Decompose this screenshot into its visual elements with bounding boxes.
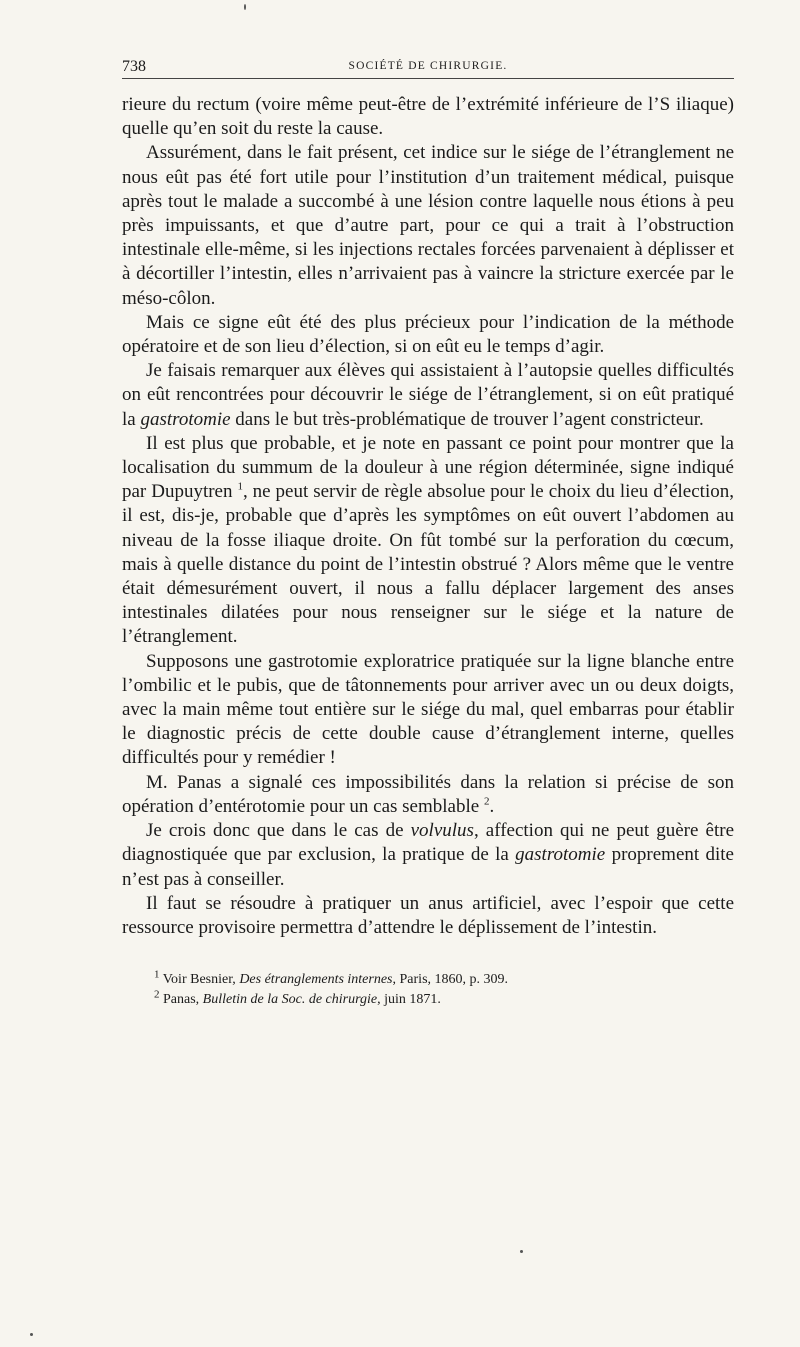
paragraph <box>122 650 734 771</box>
text-run: Assurément, dans le fait présent, cet indice sur le siége de l’étranglement ne nous eût pas été fort utile pour l’institution d’un traitement médical, puisque après tout le malade a succombé à une lésion contre laquelle nous étions à peu près impuissants, et que d’autre part, pour ce qui a trait à l’obstruction intestinale elle-même, si les injections rectales forcées parvenaient à déplisser et à décortiller l’intestin, elles n’arrivaient pas à vaincre la stricture exercée par le méso-côlon. <box>122 142 734 309</box>
text-run: Supposons une gastrotomie exploratrice pratiquée sur la ligne blanche entre l’ombilic et le pubis, que de tâtonnements pour arriver avec un ou deux doigts, avec la main même tout entière sur le siége du mal, quel embarras pour établir le diagnostic précis de cette double cause d’étranglement interne, quelles difficultés pour y remédier ! <box>122 650 734 769</box>
footnotes <box>122 970 734 1010</box>
text-run: Panas, <box>159 992 203 1008</box>
paragraph <box>122 311 734 359</box>
text-run: , Paris, 1860, p. 309. <box>392 972 509 988</box>
text-run: Il est plus que probable, et je note en passant ce point pour montrer que la localisation du summum de la douleur à une région déterminée, signe indiqué par Dupuytren <box>122 432 734 503</box>
paragraph <box>122 432 734 650</box>
text-run: , juin 1871. <box>377 992 441 1008</box>
book-page <box>122 48 734 1010</box>
text-run: Je faisais remarquer aux élèves qui assistaient à l’autopsie quelles difficultés on eût rencontrées pour découvrir le siége de l’étranglement, si on eût pratiqué la <box>122 360 734 430</box>
text-run: dans le but très-problématique de trouver l’agent constricteur. <box>230 408 704 430</box>
footnote <box>154 970 734 990</box>
text-run: , ne peut servir de règle absolue pour le choix du lieu d’élection, il est, dis-je, probable que d’après les symptômes on eût ouvert l’abdomen au niveau de la fosse iliaque droite. On fût tombé sur la perforation du cœcum, mais à quelle distance du point de l’intestin obstrué ? Alors même que le ventre était démesurément ouvert, il nous a fallu déplacer largement des anses intestinales dilatées pour nous renseigner sur le siége et la nature de l’étranglement. <box>122 481 734 648</box>
text-run: Je crois donc que dans le cas de <box>146 820 411 842</box>
text-run: Il faut se résoudre à pratiquer un anus artificiel, avec l’espoir que cette ressource provisoire permettra d’attendre le déplissement de l’intestin. <box>122 892 734 938</box>
text-run: Mais ce signe eût été des plus précieux pour l’indication de la méthode opératoire et de son lieu d’élection, si on eût eu le temps d’agir. <box>122 311 734 358</box>
running-head: SOCIÉTÉ DE CHIRURGIE. <box>348 60 508 72</box>
italic-text: gastrotomie <box>140 408 231 430</box>
footnote-marker: 2 <box>483 795 490 808</box>
paragraph <box>122 93 734 141</box>
footnote-marker: 2 <box>154 988 160 1001</box>
print-speck <box>30 1333 33 1336</box>
italic-text: Bulletin de la Soc. de chirurgie <box>202 992 378 1008</box>
paragraph <box>122 771 734 819</box>
paragraph <box>122 819 734 892</box>
page-header <box>122 48 734 79</box>
footnote-marker: 1 <box>237 480 243 493</box>
text-run: Voir Besnier, <box>159 972 240 988</box>
paragraph <box>122 141 734 310</box>
body-text <box>122 93 734 940</box>
footnote-marker: 1 <box>154 968 160 981</box>
italic-text: Des étranglements internes <box>239 972 393 988</box>
text-run: M. Panas a signalé ces impossibilités dans la relation si précise de son opération d’entérotomie pour un cas semblable <box>122 771 734 817</box>
print-speck <box>520 1250 523 1253</box>
text-run: proprement dite n’est pas à conseiller. <box>122 844 734 890</box>
print-speck <box>244 4 246 10</box>
page-number: 738 <box>122 58 146 75</box>
text-run: rieure du rectum (voire même peut-être de l’extrémité inférieure de l’S iliaque) quelle qu’en soit du reste la cause. <box>122 94 734 140</box>
italic-text: volvulus <box>410 820 474 842</box>
paragraph <box>122 892 734 940</box>
footnote <box>154 990 734 1010</box>
italic-text: gastrotomie <box>515 844 606 866</box>
text-run: . <box>489 795 495 817</box>
paragraph <box>122 359 734 432</box>
text-run: , affection qui ne peut guère être diagnostiquée que par exclusion, la pratique de la <box>122 820 735 866</box>
